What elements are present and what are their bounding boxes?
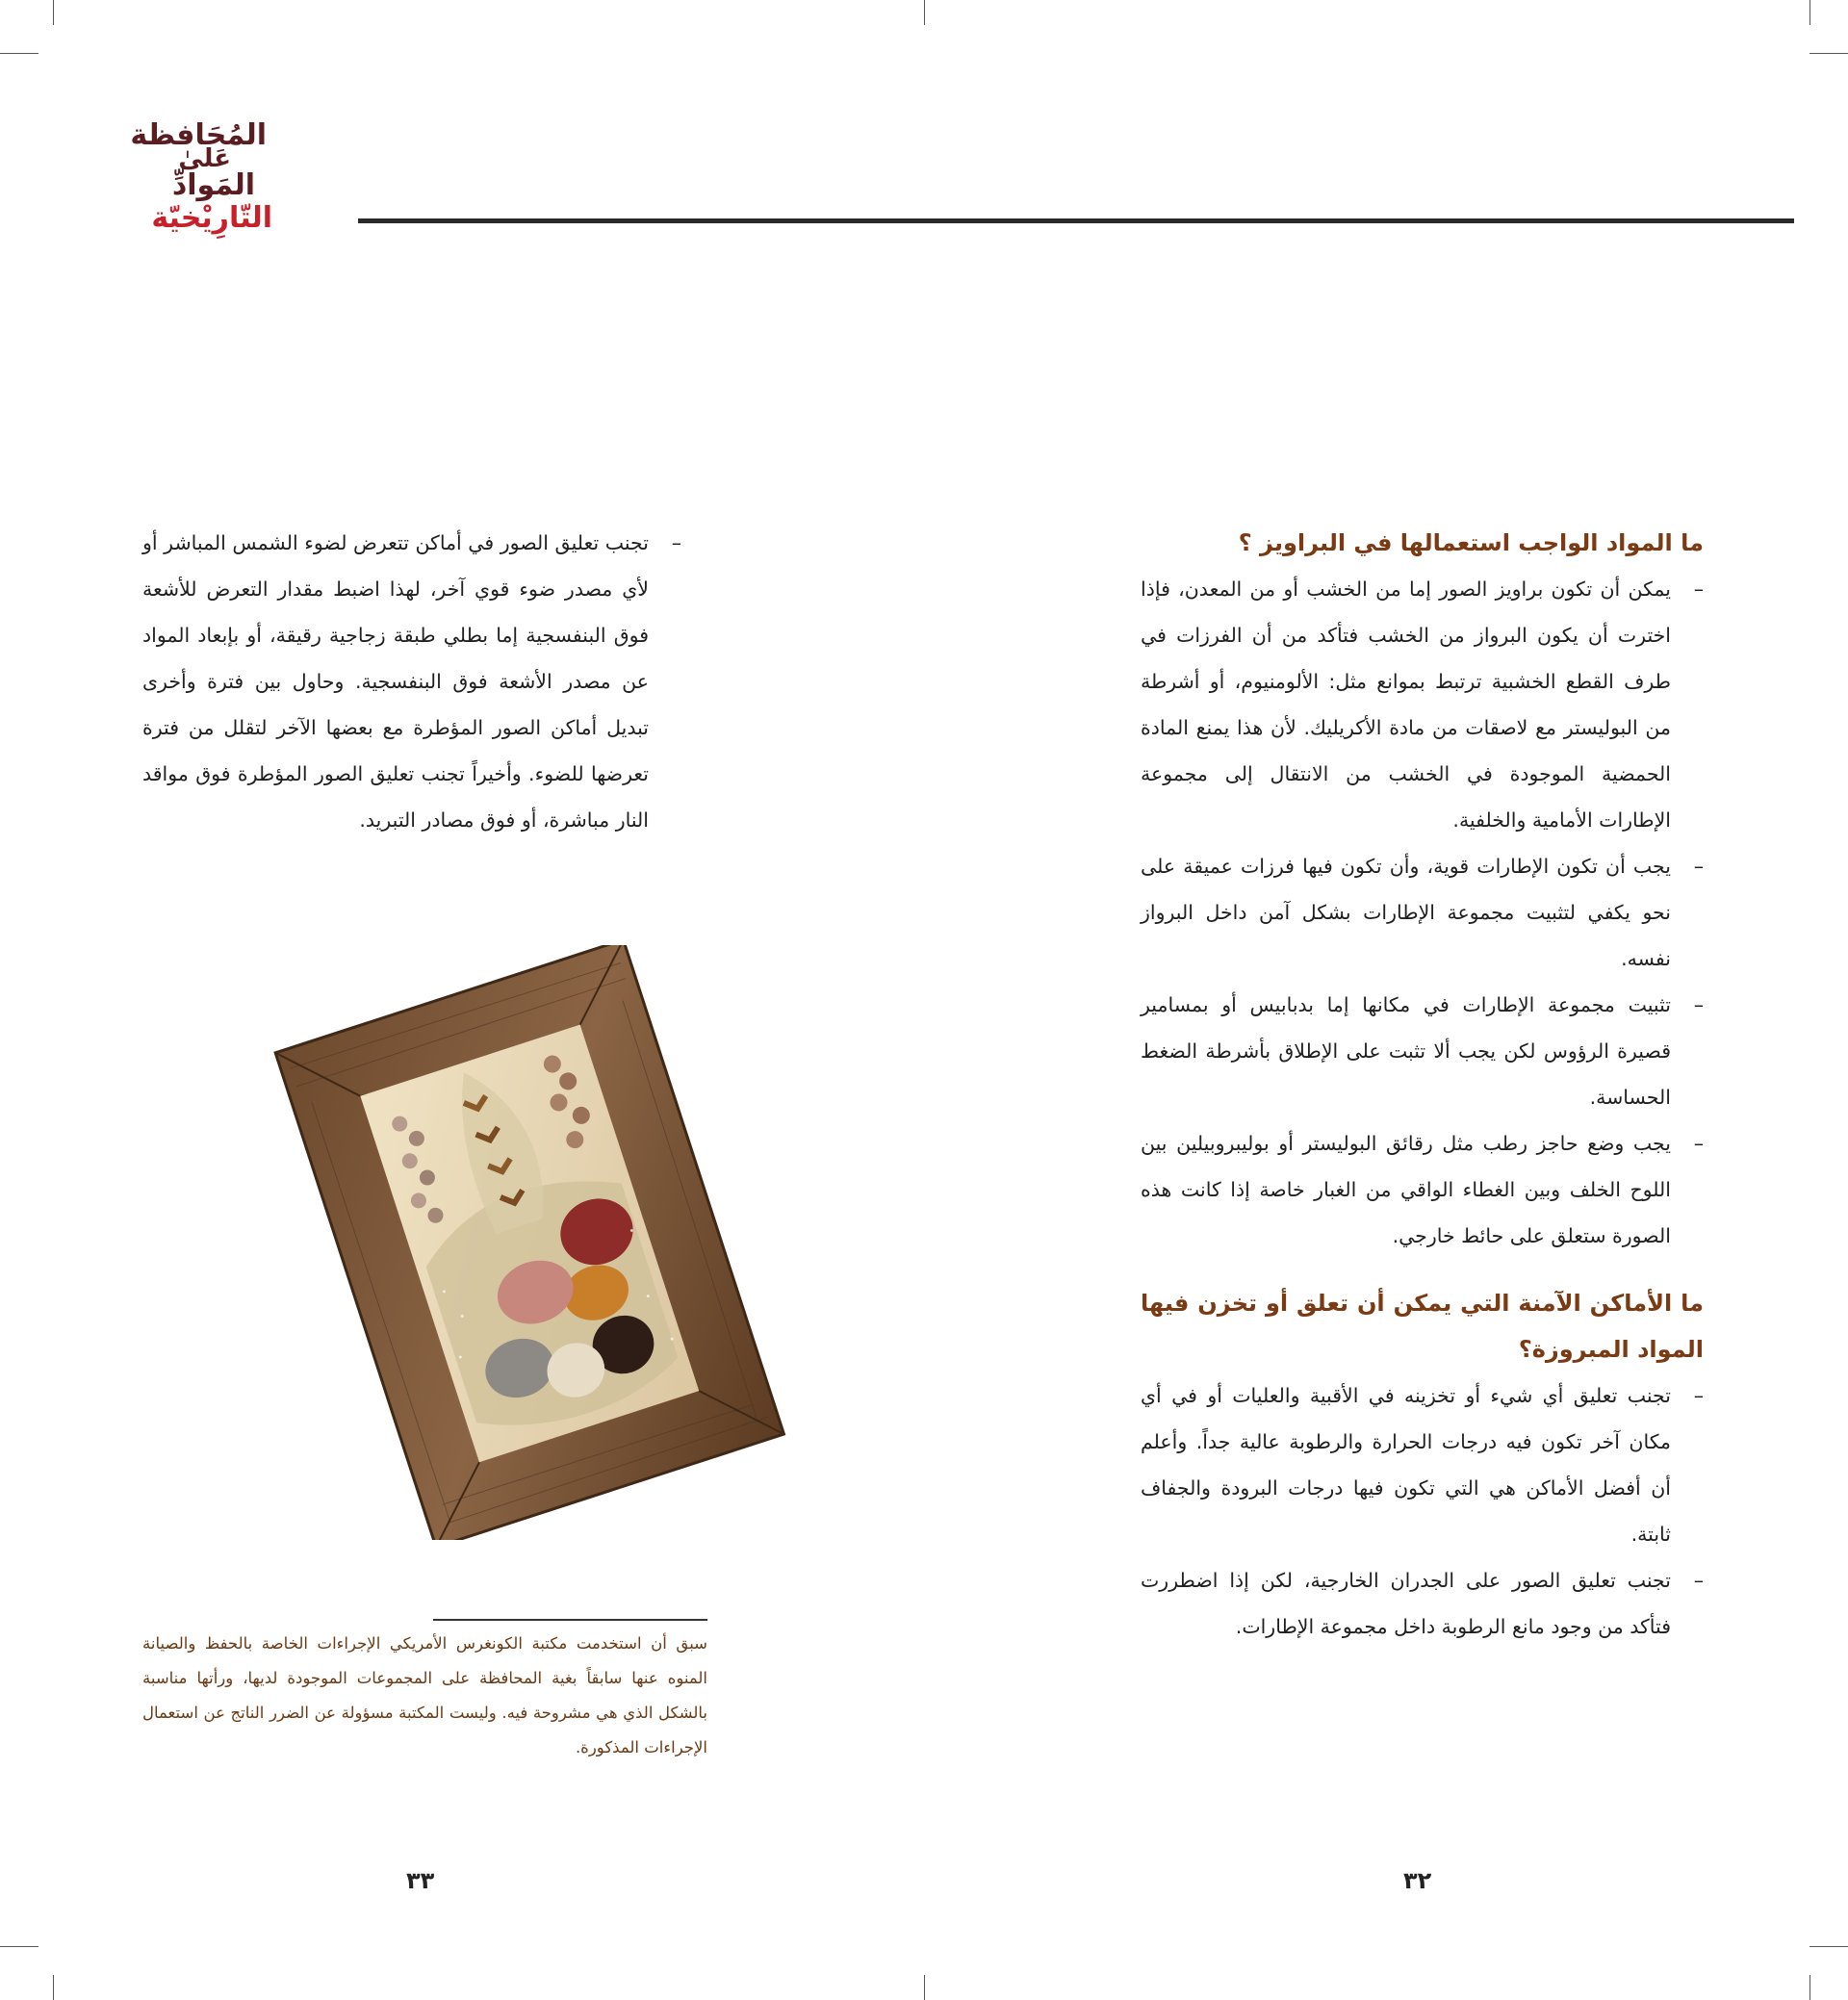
crop-mark (924, 1975, 925, 2000)
left-page-column (142, 520, 681, 843)
crop-mark (924, 0, 925, 25)
list-item (1141, 843, 1704, 982)
wooden-frame-image (231, 945, 828, 1540)
page-number-right: ٣٢ (1403, 1867, 1432, 1894)
crop-mark (1810, 1946, 1848, 1947)
section-heading-safe-places: ما الأماكن الآمنة التي يمكن أن تعلق أو تخزن فيها المواد المبروزة؟ (1141, 1290, 1704, 1363)
caption-rule (433, 1619, 707, 1621)
bullet-list-frame-materials (1141, 566, 1704, 1259)
dash-icon: – (1693, 1384, 1704, 1407)
list-item-text: يجب أن تكون الإطارات قوية، وأن تكون فيها فرزات عميقة على نحو يكفي لتثبيت مجموعة الإطارات بشكل آمن داخل البرواز نفسه. (1141, 855, 1671, 970)
header-rule (358, 218, 1794, 223)
list-item (1141, 1372, 1704, 1557)
list-item (142, 520, 681, 843)
list-item (1141, 566, 1704, 843)
logo-line-1: المُحَافظة (130, 118, 267, 152)
list-item-text: يمكن أن تكون براويز الصور إما من الخشب أو من المعدن، فإذا اخترت أن يكون البرواز من الخشب فتأكد من أن الفرزات في طرف القطع الخشبية ترتبط بموانع مثل: الألومنيوم، أو أشرطة من البوليستر مع لاصقات من مادة الأكريليك. لأن هذا يمنع المادة الحمضية الموجودة في الخشب من الانتقال إلى مجموعة الإطارات الأمامية والخلفية. (1141, 577, 1671, 832)
framed-seed-artwork-photo (231, 945, 828, 1540)
bullet-list-light-exposure (142, 520, 681, 843)
list-item-text: تجنب تعليق الصور في أماكن تتعرض لضوء الشمس المباشر أو لأي مصدر ضوء قوي آخر، لهذا اضبط مقدار التعرض للأشعة فوق البنفسجية إما بطلي طبقة زجاجية رقيقة، أو بإبعاد المواد عن مصدر الأشعة فوق البنفسجية. وحاول بين فترة وأخرى تبديل أماكن الصور المؤطرة مع بعضها الآخر لتقلل من فترة تعرضها للضوء. وأخيراً تجنب تعليق الصور المؤطرة فوق مواقد النار مباشرة، أو فوق مصادر التبريد. (142, 531, 649, 832)
section-heading-frame-materials: ما المواد الواجب استعمالها في البراويز ؟ (1238, 529, 1704, 556)
bullet-list-safe-places (1141, 1372, 1704, 1650)
logo-line-4: التّارِيْخيّة (151, 201, 272, 235)
list-item (1141, 982, 1704, 1120)
list-item-text: تثبيت مجموعة الإطارات في مكانها إما بدبابيس أو بمسامير قصيرة الرؤوس لكن يجب ألا تثبت على الإطلاق بأشرطة الضغط الحساسة. (1141, 993, 1671, 1109)
list-item-text: تجنب تعليق أي شيء أو تخزينه في الأقبية والعليات أو في أي مكان آخر تكون فيه درجات الحرارة والرطوبة عالية جداً. وأعلم أن أفضل الأماكن هي التي تكون فيها درجات البرودة والجفاف ثابتة. (1141, 1384, 1671, 1546)
list-item-text: تجنب تعليق الصور على الجدران الخارجية، لكن إذا اضطررت فتأكد من وجود مانع الرطوبة داخل مجموعة الإطارات. (1141, 1569, 1671, 1638)
crop-mark (0, 1946, 38, 1947)
logo-line-2: عَلىٰ (178, 144, 231, 173)
dash-icon: – (1693, 577, 1704, 601)
logo-line-3: المَوادِّ (171, 168, 255, 202)
disclaimer-caption: سبق أن استخدمت مكتبة الكونغرس الأمريكي الإجراءات الخاصة بالحفظ والصيانة المنوه عنها سابقاً بغية المحافظة على المجموعات الموجودة لديها، ورأتها مناسبة بالشكل الذي هي مشروحة فيه. وليست المكتبة مسؤولة عن الضرر الناتج عن استعمال الإجراءات المذكورة. (142, 1634, 707, 1756)
dash-icon: – (1693, 855, 1704, 878)
crop-mark (53, 0, 54, 25)
dash-icon: – (1693, 993, 1704, 1016)
right-page-column (1141, 520, 1704, 1650)
crop-mark (0, 53, 38, 54)
book-logo (130, 118, 284, 237)
dash-icon: – (1693, 1132, 1704, 1155)
dash-icon: – (671, 531, 681, 554)
crop-mark (1810, 53, 1848, 54)
list-item (1141, 1120, 1704, 1259)
list-item (1141, 1557, 1704, 1650)
crop-mark (53, 1975, 54, 2000)
page-number-left: ٣٣ (406, 1867, 435, 1894)
list-item-text: يجب وضع حاجز رطب مثل رقائق البوليستر أو بوليبروبيلين بين اللوح الخلف وبين الغطاء الواقي من الغبار خاصة إذا كانت هذه الصورة ستعلق على حائط خارجي. (1141, 1132, 1671, 1247)
dash-icon: – (1693, 1569, 1704, 1592)
